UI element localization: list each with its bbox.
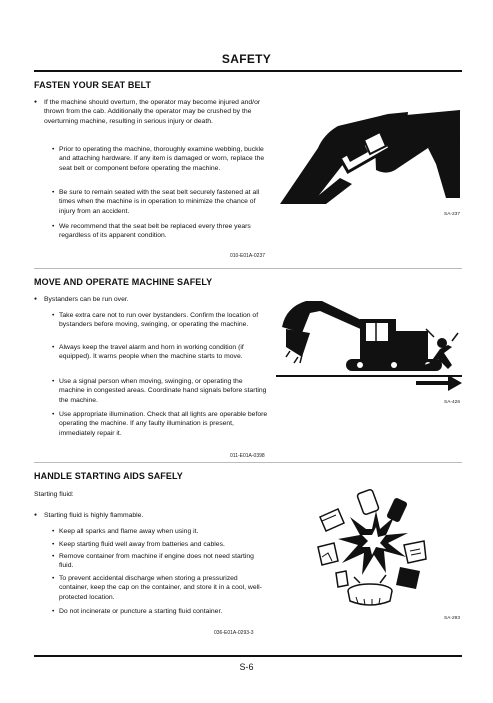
sub-bullet-item: • Always keep the travel alarm and horn in working condition (if equipped). It warns people when the machine starts to move. — [52, 343, 269, 362]
footer-rule — [34, 655, 462, 657]
header-rule — [34, 70, 462, 72]
section-divider — [34, 268, 462, 269]
starting-fluid-explosion-illustration — [316, 487, 428, 609]
section-code: 011-E01A-0398 — [230, 453, 265, 459]
sub-bullet-item: • Keep all sparks and flame away when using it. — [52, 527, 269, 536]
figure-label: SA-426 — [444, 400, 460, 405]
sub-bullet-item: • Use appropriate illumination. Check that all lights are operable before operating the machine. If any faulty illumination is present, immediately repair it. — [52, 410, 269, 438]
section-title-move-operate: MOVE AND OPERATE MACHINE SAFELY — [34, 277, 213, 287]
sub-bullet-item: • Keep starting fluid well away from batteries and cables. — [52, 540, 269, 549]
sub-bullet-item: • To prevent accidental discharge when storing a pressurized container, keep the cap on the container, and store it in a cool, well-protected location. — [52, 574, 269, 602]
section-code: 036-E01A-0293-3 — [214, 630, 254, 636]
bullet-item: ● If the machine should overturn, the operator may become injured and/or thrown from the cab. Additionally the operator may be crushed by the overturning machine, resulting in serious injury or death. — [34, 98, 274, 126]
sub-bullet-item: • Remove container from machine if engine does not need starting fluid. — [52, 552, 269, 571]
sub-bullet-item: • Do not incinerate or puncture a starting fluid container. — [52, 607, 269, 616]
section-title-seat-belt: FASTEN YOUR SEAT BELT — [34, 80, 152, 90]
figure-label: SA-293 — [444, 616, 460, 621]
seat-belt-illustration — [278, 108, 460, 208]
sub-bullet-item: • Be sure to remain seated with the seat belt securely fastened at all times when the machine is in operation to minimize the chance of injury from an accident. — [52, 188, 269, 216]
section-intro: Starting fluid: — [34, 491, 74, 498]
sub-bullet-item: • Use a signal person when moving, swinging, or operating the machine in congested areas. Coordinate hand signals before starting the machine. — [52, 377, 269, 405]
sub-bullet-item: • Take extra care not to run over bystanders. Confirm the location of bystanders before moving, swinging, or operating the machine. — [52, 311, 269, 330]
section-code: 010-E01A-0237 — [230, 253, 266, 259]
sub-bullet-item: • We recommend that the seat belt be replaced every three years regardless of its apparent condition. — [52, 222, 269, 241]
excavator-bystander-illustration — [276, 293, 462, 393]
bullet-item: ● Bystanders can be run over. — [34, 295, 274, 304]
sub-bullet-item: • Prior to operating the machine, thoroughly examine webbing, buckle and attaching hardware. If any item is damaged or worn, replace the seat belt or component before operating the machine. — [52, 145, 269, 173]
page-number: S-6 — [239, 662, 254, 672]
figure-label: SA-237 — [444, 212, 460, 217]
section-title-starting-aids: HANDLE STARTING AIDS SAFELY — [34, 471, 183, 481]
page-title: SAFETY — [221, 52, 272, 66]
bullet-item: ● Starting fluid is highly flammable. — [34, 511, 274, 520]
section-divider — [34, 462, 462, 463]
